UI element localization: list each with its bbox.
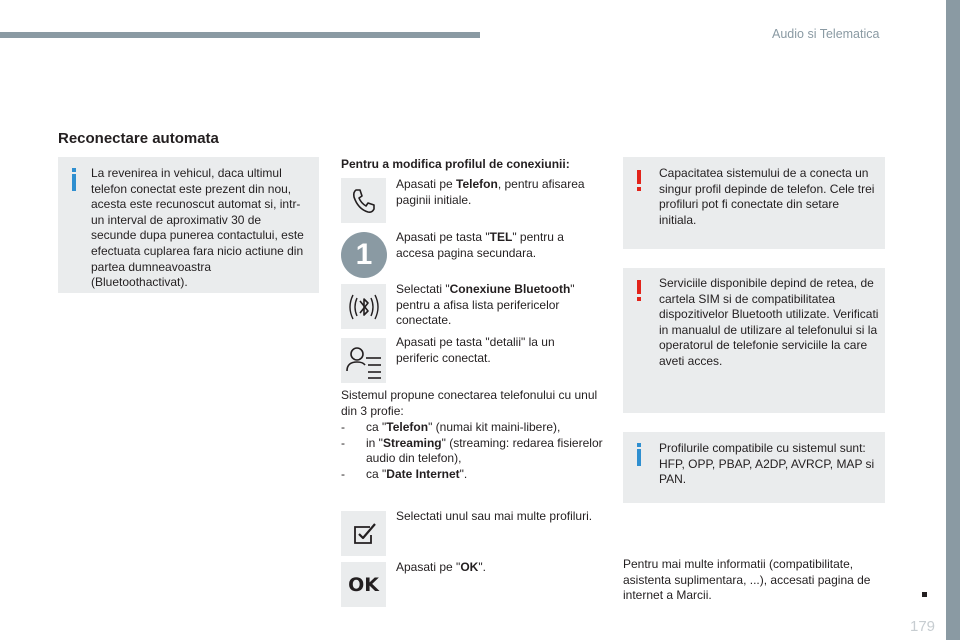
section-title: Reconectare automata bbox=[58, 130, 219, 147]
phone-handset-icon bbox=[348, 185, 380, 217]
warning-icon bbox=[637, 170, 641, 184]
header-bar bbox=[0, 32, 480, 38]
page-marker bbox=[922, 592, 927, 597]
details-list-icon bbox=[344, 341, 384, 381]
profile-item: - ca "Telefon" (numai kit maini-libere), bbox=[341, 420, 561, 434]
step6-text: Apasati pe "OK". bbox=[396, 560, 486, 574]
phone-icon-box bbox=[341, 178, 386, 223]
step3-text: Selectati "Conexiune Bluetooth" pentru a afisa lista perifericelor conectate. bbox=[396, 282, 575, 328]
warning-icon bbox=[637, 280, 641, 294]
info-icon bbox=[637, 449, 641, 466]
checkbox-icon-box bbox=[341, 511, 386, 556]
info-icon bbox=[72, 174, 76, 191]
profiles-list bbox=[341, 420, 606, 482]
side-band bbox=[946, 0, 960, 640]
header-title: Audio si Telematica bbox=[772, 27, 880, 41]
step1-text: Apasati pe Telefon, pentru afisarea paginii initiale. bbox=[396, 177, 585, 207]
profile-change-subtitle: Pentru a modifica profilul de conexiunii: bbox=[341, 157, 570, 171]
profile-item: - in "Streaming" (streaming: redarea fisierelor audio din telefon), bbox=[341, 435, 603, 466]
step5-text: Selectati unul sau mai multe profiluri. bbox=[396, 509, 593, 523]
ok-icon bbox=[341, 562, 386, 607]
step-number-badge: 1 bbox=[341, 232, 387, 278]
reconnect-text: La revenirea in vehicul, daca ultimul telefon conectat este prezent din nou, acesta este recunoscut automat si, intr-un interval de aproximativ 30 de secunde dupa punerea contactului, este efectuata cuplarea fara nicio actiune din partea dumneavoastra (Bluetoothactivat). bbox=[91, 166, 304, 290]
warning-profiles-text: Capacitatea sistemului de a conecta un singur profil depinde de telefon. Cele trei profiluri pot fi conectate din setare initiala. bbox=[659, 166, 875, 227]
ok-icon-label: OK bbox=[348, 573, 379, 596]
profiles-intro: Sistemul propune conectarea telefonului cu unul din 3 profie: bbox=[341, 388, 598, 418]
checkbox-check-icon bbox=[349, 519, 379, 549]
profile-item: - ca "Date Internet". bbox=[341, 466, 468, 481]
more-info-text: Pentru mai multe informatii (compatibilitate, asistenta suplimentara, ...), accesati pagina de internet a Marcii. bbox=[623, 557, 871, 603]
warning-services-text: Serviciile disponibile depind de retea, de cartela SIM si de compatibilitatea dispozitivelor Bluetooth utilizate. Verificati in manualul de utilizare al telefonului si la operatorul de telefonie serviciile la care aveti acces. bbox=[659, 276, 879, 368]
step2-text: Apasati pe tasta "TEL" pentru a accesa pagina secundara. bbox=[396, 230, 564, 260]
page-number: 179 bbox=[910, 618, 936, 635]
bluetooth-icon bbox=[344, 287, 384, 327]
details-icon-box bbox=[341, 338, 386, 383]
compatible-profiles-text: Profilurile compatibile cu sistemul sunt: HFP, OPP, PBAP, A2DP, AVRCP, MAP si PAN. bbox=[659, 441, 875, 487]
bluetooth-icon-box bbox=[341, 284, 386, 329]
step4-text: Apasati pe tasta "detalii" la un periferic conectat. bbox=[396, 335, 555, 365]
